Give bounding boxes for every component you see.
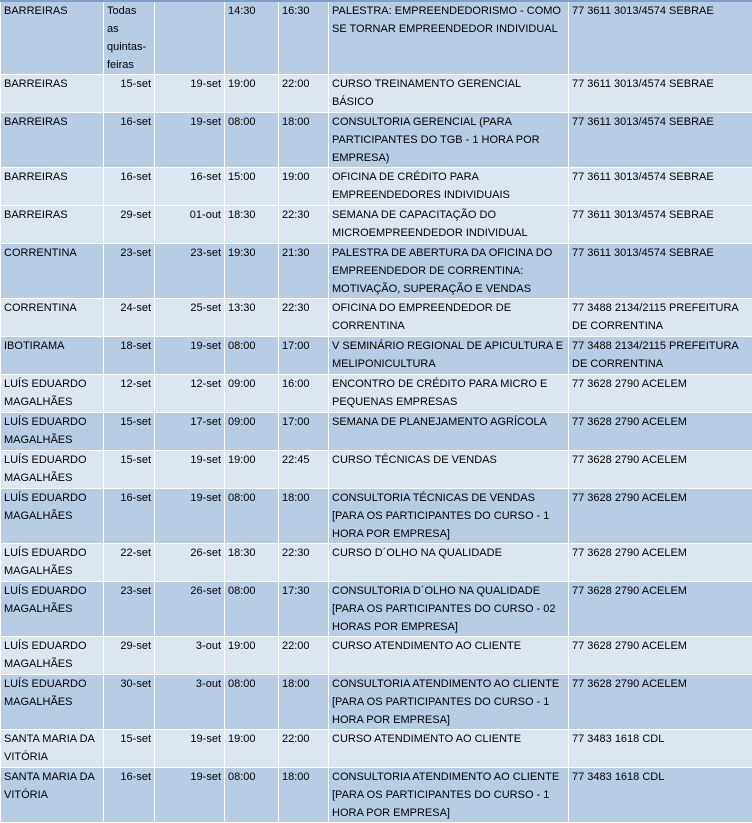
table-body	[1, 1, 752, 823]
cell-start-date: 16-set	[104, 489, 155, 544]
cell-city: CORRENTINA	[1, 299, 104, 337]
cell-end-time: 17:30	[279, 582, 329, 637]
cell-start-time: 08:00	[225, 675, 279, 730]
cell-start-date: 22-set	[104, 544, 155, 582]
cell-end-date: 19-set	[155, 75, 225, 113]
cell-city: LUÍS EDUARDO MAGALHÃES	[1, 637, 104, 675]
cell-start-time: 18:30	[225, 544, 279, 582]
cell-end-date: 23-set	[155, 244, 225, 299]
cell-contact: 77 3628 2790 ACELEM	[569, 637, 752, 675]
cell-start-date: 12-set	[104, 375, 155, 413]
cell-city: LUÍS EDUARDO MAGALHÃES	[1, 582, 104, 637]
cell-city: SANTA MARIA DA VITÓRIA	[1, 730, 104, 768]
cell-end-time: 17:00	[279, 413, 329, 451]
cell-end-time: 22:30	[279, 299, 329, 337]
cell-start-date: 15-set	[104, 75, 155, 113]
cell-end-date: 19-set	[155, 768, 225, 823]
cell-end-time: 22:30	[279, 206, 329, 244]
table-row	[1, 730, 752, 768]
cell-city: LUÍS EDUARDO MAGALHÃES	[1, 451, 104, 489]
cell-city: LUÍS EDUARDO MAGALHÃES	[1, 544, 104, 582]
cell-event: CURSO D´OLHO NA QUALIDADE	[329, 544, 569, 582]
cell-start-date: 16-set	[104, 168, 155, 206]
table-row	[1, 1, 752, 75]
cell-start-time: 15:00	[225, 168, 279, 206]
cell-event: CONSULTORIA GERENCIAL (PARA PARTICIPANTES DO TGB - 1 HORA POR EMPRESA)	[329, 113, 569, 168]
cell-start-time: 13:30	[225, 299, 279, 337]
cell-end-time: 22:00	[279, 730, 329, 768]
cell-contact: 77 3628 2790 ACELEM	[569, 413, 752, 451]
cell-event: CURSO ATENDIMENTO AO CLIENTE	[329, 730, 569, 768]
cell-contact: 77 3628 2790 ACELEM	[569, 582, 752, 637]
cell-event: V SEMINÁRIO REGIONAL DE APICULTURA E MELIPONICULTURA	[329, 337, 569, 375]
cell-contact: 77 3611 3013/4574 SEBRAE	[569, 168, 752, 206]
cell-end-date: 3-out	[155, 637, 225, 675]
cell-start-time: 08:00	[225, 337, 279, 375]
cell-event: CONSULTORIA TÉCNICAS DE VENDAS [PARA OS PARTICIPANTES DO CURSO - 1 HORA POR EMPRESA]	[329, 489, 569, 544]
cell-end-time: 19:00	[279, 168, 329, 206]
cell-end-time: 22:45	[279, 451, 329, 489]
cell-start-date: 15-set	[104, 451, 155, 489]
cell-start-date: 23-set	[104, 582, 155, 637]
table-row	[1, 413, 752, 451]
cell-start-date: 16-set	[104, 768, 155, 823]
cell-contact: 77 3488 2134/2115 PREFEITURA DE CORRENTINA	[569, 337, 752, 375]
cell-contact: 77 3628 2790 ACELEM	[569, 489, 752, 544]
cell-city: LUÍS EDUARDO MAGALHÃES	[1, 413, 104, 451]
cell-city: BARREIRAS	[1, 113, 104, 168]
cell-end-time: 16:30	[279, 1, 329, 75]
cell-city: CORRENTINA	[1, 244, 104, 299]
table-row	[1, 675, 752, 730]
cell-end-time: 18:00	[279, 113, 329, 168]
cell-event: CONSULTORIA ATENDIMENTO AO CLIENTE [PARA OS PARTICIPANTES DO CURSO - 1 HORA POR EMPRESA]	[329, 768, 569, 823]
cell-contact: 77 3611 3013/4574 SEBRAE	[569, 206, 752, 244]
cell-contact: 77 3628 2790 ACELEM	[569, 375, 752, 413]
cell-start-date: 15-set	[104, 413, 155, 451]
cell-end-date: 26-set	[155, 582, 225, 637]
cell-event: CONSULTORIA D´OLHO NA QUALIDADE [PARA OS PARTICIPANTES DO CURSO - 02 HORAS POR EMPRESA]	[329, 582, 569, 637]
cell-start-time: 14:30	[225, 1, 279, 75]
table-row	[1, 582, 752, 637]
cell-city: LUÍS EDUARDO MAGALHÃES	[1, 675, 104, 730]
cell-start-time: 19:00	[225, 75, 279, 113]
cell-start-date: 30-set	[104, 675, 155, 730]
table-row	[1, 168, 752, 206]
cell-end-date: 19-set	[155, 337, 225, 375]
table-row	[1, 299, 752, 337]
table-row	[1, 75, 752, 113]
cell-end-time: 18:00	[279, 675, 329, 730]
cell-event: CURSO TÉCNICAS DE VENDAS	[329, 451, 569, 489]
cell-start-time: 08:00	[225, 768, 279, 823]
cell-event: SEMANA DE PLANEJAMENTO AGRÍCOLA	[329, 413, 569, 451]
cell-end-time: 22:00	[279, 637, 329, 675]
cell-end-date: 25-set	[155, 299, 225, 337]
cell-city: BARREIRAS	[1, 1, 104, 75]
table-row	[1, 451, 752, 489]
cell-event: PALESTRA: EMPREENDEDORISMO - COMO SE TORNAR EMPREENDEDOR INDIVIDUAL	[329, 1, 569, 75]
table-row	[1, 768, 752, 823]
cell-start-date: 23-set	[104, 244, 155, 299]
cell-end-date: 12-set	[155, 375, 225, 413]
cell-end-date: 16-set	[155, 168, 225, 206]
cell-end-time: 22:00	[279, 75, 329, 113]
cell-start-time: 19:00	[225, 637, 279, 675]
cell-start-time: 08:00	[225, 113, 279, 168]
cell-start-time: 18:30	[225, 206, 279, 244]
cell-end-date: 17-set	[155, 413, 225, 451]
cell-start-date: 16-set	[104, 113, 155, 168]
cell-start-date: 24-set	[104, 299, 155, 337]
table-row	[1, 489, 752, 544]
cell-start-date: 15-set	[104, 730, 155, 768]
cell-city: IBOTIRAMA	[1, 337, 104, 375]
cell-start-time: 09:00	[225, 413, 279, 451]
cell-contact: 77 3628 2790 ACELEM	[569, 675, 752, 730]
cell-event: OFICINA DE CRÉDITO PARA EMPREENDEDORES INDIVIDUAIS	[329, 168, 569, 206]
table-row	[1, 637, 752, 675]
cell-event: OFICINA DO EMPREENDEDOR DE CORRENTINA	[329, 299, 569, 337]
cell-start-time: 19:00	[225, 451, 279, 489]
cell-contact: 77 3483 1618 CDL	[569, 768, 752, 823]
cell-contact: 77 3611 3013/4574 SEBRAE	[569, 1, 752, 75]
cell-start-time: 19:30	[225, 244, 279, 299]
table-row	[1, 544, 752, 582]
cell-contact: 77 3628 2790 ACELEM	[569, 451, 752, 489]
cell-contact: 77 3488 2134/2115 PREFEITURA DE CORRENTINA	[569, 299, 752, 337]
cell-end-time: 17:00	[279, 337, 329, 375]
cell-contact: 77 3611 3013/4574 SEBRAE	[569, 244, 752, 299]
table-row	[1, 206, 752, 244]
cell-start-time: 09:00	[225, 375, 279, 413]
cell-city: BARREIRAS	[1, 75, 104, 113]
cell-event: CURSO TREINAMENTO GERENCIAL BÁSICO	[329, 75, 569, 113]
cell-end-date: 19-set	[155, 113, 225, 168]
cell-start-date: 18-set	[104, 337, 155, 375]
cell-end-date: 19-set	[155, 489, 225, 544]
cell-end-date: 19-set	[155, 451, 225, 489]
cell-city: BARREIRAS	[1, 206, 104, 244]
cell-start-date: 29-set	[104, 637, 155, 675]
cell-event: SEMANA DE CAPACITAÇÃO DO MICROEMPREENDEDOR INDIVIDUAL	[329, 206, 569, 244]
cell-city: BARREIRAS	[1, 168, 104, 206]
table-row	[1, 337, 752, 375]
cell-city: LUÍS EDUARDO MAGALHÃES	[1, 489, 104, 544]
cell-end-date: 3-out	[155, 675, 225, 730]
cell-contact: 77 3611 3013/4574 SEBRAE	[569, 75, 752, 113]
cell-start-time: 19:00	[225, 730, 279, 768]
cell-contact: 77 3483 1618 CDL	[569, 730, 752, 768]
cell-event: ENCONTRO DE CRÉDITO PARA MICRO E PEQUENAS EMPRESAS	[329, 375, 569, 413]
cell-contact: 77 3628 2790 ACELEM	[569, 544, 752, 582]
cell-end-time: 18:00	[279, 768, 329, 823]
cell-event: CURSO ATENDIMENTO AO CLIENTE	[329, 637, 569, 675]
cell-end-time: 16:00	[279, 375, 329, 413]
cell-contact: 77 3611 3013/4574 SEBRAE	[569, 113, 752, 168]
cell-end-time: 22:30	[279, 544, 329, 582]
cell-end-date: 01-out	[155, 206, 225, 244]
cell-start-time: 08:00	[225, 582, 279, 637]
cell-end-time: 18:00	[279, 489, 329, 544]
table-row	[1, 113, 752, 168]
cell-start-date: Todas as quintas-feiras	[104, 1, 155, 75]
cell-event: PALESTRA DE ABERTURA DA OFICINA DO EMPREENDEDOR DE CORRENTINA: MOTIVAÇÃO, SUPERAÇÃO E VENDAS	[329, 244, 569, 299]
cell-start-time: 08:00	[225, 489, 279, 544]
cell-city: SANTA MARIA DA VITÓRIA	[1, 768, 104, 823]
cell-start-date: 29-set	[104, 206, 155, 244]
table-row	[1, 375, 752, 413]
table-row	[1, 244, 752, 299]
cell-end-time: 21:30	[279, 244, 329, 299]
cell-city: LUÍS EDUARDO MAGALHÃES	[1, 375, 104, 413]
cell-end-date: 26-set	[155, 544, 225, 582]
cell-event: CONSULTORIA ATENDIMENTO AO CLIENTE [PARA OS PARTICIPANTES DO CURSO - 1 HORA POR EMPRESA]	[329, 675, 569, 730]
cell-end-date	[155, 1, 225, 75]
cell-end-date: 19-set	[155, 730, 225, 768]
